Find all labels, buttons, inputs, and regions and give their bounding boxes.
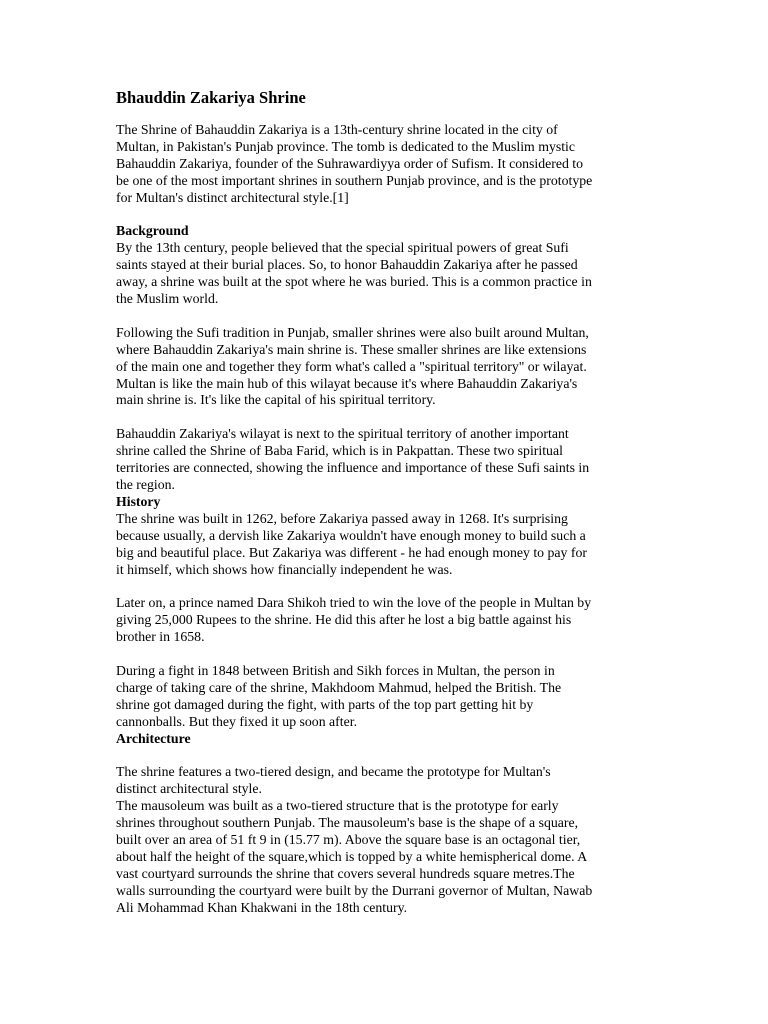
paragraph-line: for Multan's distinct architectural style.[1] <box>116 189 349 205</box>
document-body <box>116 122 656 917</box>
paragraph-line: The Shrine of Bahauddin Zakariya is a 13th-century shrine located in the city of <box>116 122 558 137</box>
section-heading: Architecture <box>116 730 191 746</box>
paragraph-spacer <box>116 308 656 325</box>
paragraph-line: saints stayed at their burial places. So, to honor Bahauddin Zakariya after he passed <box>116 257 578 273</box>
document-title: Bhauddin Zakariya Shrine <box>116 88 306 107</box>
paragraph-spacer <box>116 409 656 426</box>
paragraph-line: because usually, a dervish like Zakariya wouldn't have enough money to build such a <box>116 527 586 543</box>
paragraph-line: walls surrounding the courtyard were built by the Durrani governor of Multan, Nawab <box>116 882 593 898</box>
paragraph-line: of the main one and together they form what's called a "spiritual territory" or wilayat. <box>116 358 587 374</box>
paragraph-line: The mausoleum was built as a two-tiered structure that is the prototype for early <box>116 798 559 814</box>
paragraph <box>116 426 656 494</box>
paragraph-line: brother in 1658. <box>116 629 205 645</box>
paragraph-line: The shrine was built in 1262, before Zakariya passed away in 1268. It's surprising <box>116 510 568 526</box>
document-page <box>116 88 656 917</box>
paragraph-line: Bahauddin Zakariya, founder of the Suhrawardiyya order of Sufism. It considered to <box>116 155 584 171</box>
section-heading: History <box>116 493 161 509</box>
paragraph-spacer <box>116 646 656 663</box>
paragraph <box>116 764 656 798</box>
paragraph-line: The shrine features a two-tiered design, and became the prototype for Multan's <box>116 764 551 780</box>
paragraph-line: giving 25,000 Rupees to the shrine. He did this after he lost a big battle against his <box>116 612 572 628</box>
paragraph-line: shrines throughout southern Punjab. The mausoleum's base is the shape of a square, <box>116 815 579 831</box>
paragraph-line: built over an area of 51 ft 9 in (15.77 m). Above the square base is an octagonal tier, <box>116 831 581 847</box>
section-heading: Background <box>116 223 189 239</box>
paragraph-line: By the 13th century, people believed that the special spiritual powers of great Sufi <box>116 240 569 256</box>
paragraph <box>116 122 656 207</box>
paragraph <box>116 325 656 410</box>
paragraph-line: cannonballs. But they fixed it up soon after. <box>116 713 358 729</box>
paragraph-line: be one of the most important shrines in southern Punjab province, and is the prototype <box>116 172 593 188</box>
paragraph-line: it himself, which shows how financially independent he was. <box>116 561 453 577</box>
paragraph-line: distinct architectural style. <box>116 781 262 797</box>
paragraph-line: big and beautiful place. But Zakariya was different - he had enough money to pay for <box>116 544 587 560</box>
paragraph-line: where Bahauddin Zakariya's main shrine is. These smaller shrines are like extensions <box>116 341 587 357</box>
paragraph-spacer <box>116 578 656 595</box>
paragraph-line: away, a shrine was built at the spot where he was buried. This is a common practice in <box>116 274 592 290</box>
paragraph-line: During a fight in 1848 between British and Sikh forces in Multan, the person in <box>116 662 555 678</box>
paragraph-line: shrine called the Shrine of Baba Farid, which is in Pakpattan. These two spiritual <box>116 443 563 459</box>
paragraph-line: main shrine is. It's like the capital of his spiritual territory. <box>116 392 436 408</box>
paragraph-line: Later on, a prince named Dara Shikoh tried to win the love of the people in Multan by <box>116 595 592 611</box>
paragraph-line: vast courtyard surrounds the shrine that covers several hundreds square metres.The <box>116 865 575 881</box>
paragraph-spacer <box>116 747 656 764</box>
paragraph <box>116 595 656 646</box>
paragraph-line: Following the Sufi tradition in Punjab, smaller shrines were also built around Multan, <box>116 324 589 340</box>
paragraph-line: the region. <box>116 476 176 492</box>
paragraph-line: Multan, in Pakistan's Punjab province. The tomb is dedicated to the Muslim mystic <box>116 138 576 154</box>
paragraph <box>116 240 656 308</box>
paragraph-spacer <box>116 207 656 224</box>
paragraph <box>116 511 656 579</box>
paragraph-line: Ali Mohammad Khan Khakwani in the 18th century. <box>116 899 408 915</box>
paragraph-line: the Muslim world. <box>116 291 219 307</box>
paragraph-line: Bahauddin Zakariya's wilayat is next to the spiritual territory of another important <box>116 426 569 442</box>
paragraph-line: shrine got damaged during the fight, with parts of the top part getting hit by <box>116 696 534 712</box>
paragraph <box>116 798 656 916</box>
paragraph-line: Multan is like the main hub of this wilayat because it's where Bahauddin Zakariya's <box>116 375 578 391</box>
paragraph-line: charge of taking care of the shrine, Makhdoom Mahmud, helped the British. The <box>116 679 562 695</box>
paragraph <box>116 663 656 731</box>
paragraph-line: territories are connected, showing the influence and importance of these Sufi saints in <box>116 460 590 476</box>
paragraph-line: about half the height of the square,which is topped by a white hemispherical dome. A <box>116 848 588 864</box>
